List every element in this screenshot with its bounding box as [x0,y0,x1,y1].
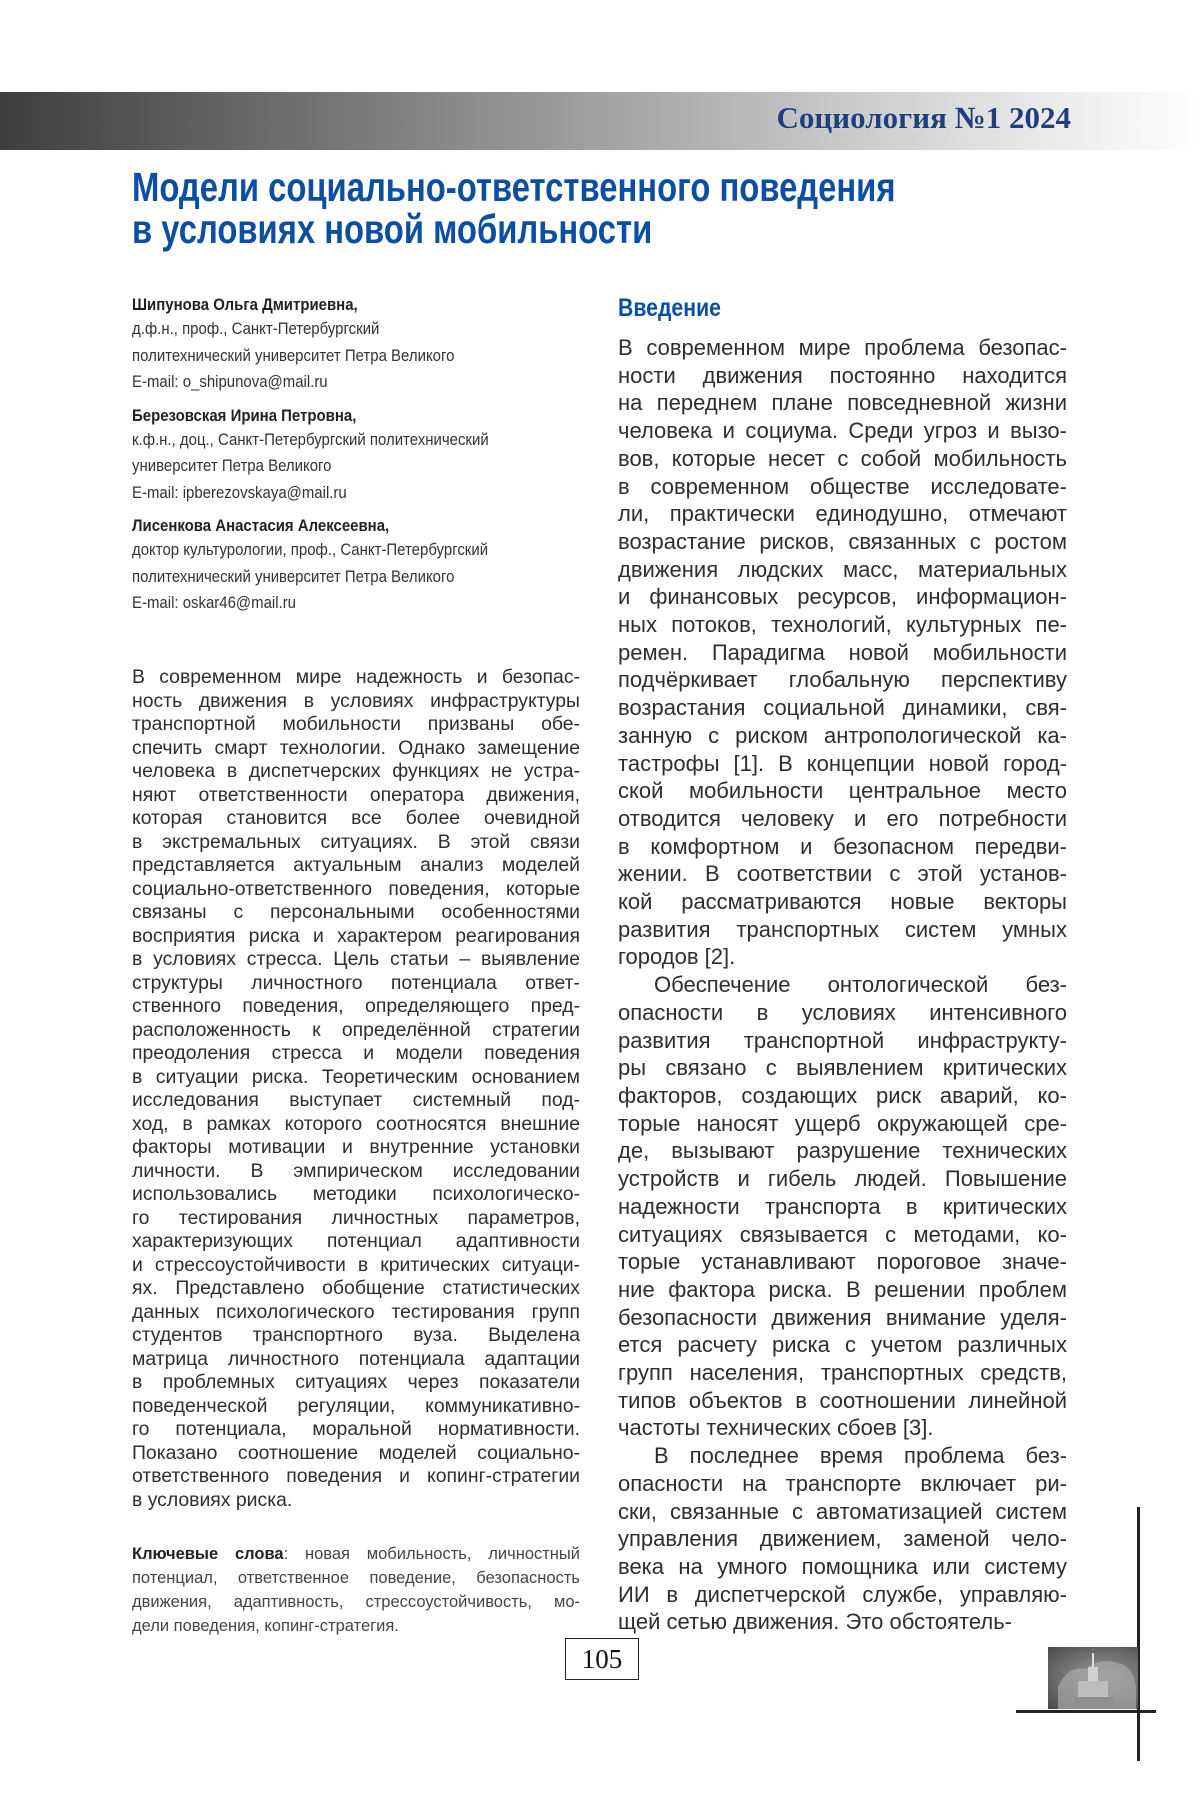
text-line: В последнее время проблема без- [618,1442,1067,1470]
title-line: Модели социально-ответственного поведения [132,166,932,208]
text-line: устройств и гибель людей. Повышение [618,1165,1067,1193]
text-line: личности. В эмпирическом исследовании [132,1160,580,1184]
text-line: транспортной мобильности призваны обе- [132,713,580,737]
text-line: ли, практически единодушно, отмечают [618,500,1067,528]
author-name: Лисенкова Анастасия Алексеевна, [132,515,546,537]
text-line: факторы мотивации и внутренние установки [132,1136,580,1160]
text-line: надежности транспорта в критических [618,1193,1067,1221]
author-name: Шипунова Ольга Дмитриевна, [132,294,546,316]
text-line: опасности на транспорте включает ри- [618,1470,1067,1498]
text-line: использовались методики психологическо- [132,1183,580,1207]
text-line: безопасности движения внимание уделя- [618,1304,1067,1332]
text-line: ситуациях связывается с методами, ко- [618,1221,1067,1249]
text-line: и финансовых ресурсов, информацион- [618,583,1067,611]
text-line: ремен. Парадигма новой мобильности [618,639,1067,667]
text-line: на переднем плане повседневной жизни [618,389,1067,417]
text-line: ность движения в условиях инфраструктуры [132,690,580,714]
keywords-line: потенциал, ответственное поведение, безопасность [132,1566,580,1590]
text-line: В современном мире надежность и безопас- [132,666,580,690]
text-line: вов, которые несет с собой мобильность [618,445,1067,473]
text-line: характеризующих потенциал адаптивности [132,1230,580,1254]
text-line: представляется актуальным анализ моделей [132,854,580,878]
text-line: управления движением, заменой чело- [618,1525,1067,1553]
text-line: ры связано с выявлением критических [618,1054,1067,1082]
text-line: века на умного помощника или систему [618,1553,1067,1581]
text-line: типов объектов в соотношении линейной [618,1387,1067,1415]
text-line: ние фактора риска. В решении проблем [618,1276,1067,1304]
text-line: поведенческой регуляции, коммуникативно- [132,1395,580,1419]
text-line: ход, в рамках которого соотносятся внешние [132,1113,580,1137]
text-line: ИИ в диспетчерской службе, управляю- [618,1581,1067,1609]
author-email: E-mail: o_shipunova@mail.ru [132,369,546,396]
text-line: ных потоков, технологий, культурных пе- [618,611,1067,639]
author-affiliation: д.ф.н., проф., Санкт-Петербургский [132,316,546,343]
text-line: няют ответственности оператора движения, [132,784,580,808]
keywords [132,1542,580,1638]
text-line: ской мобильности центральное место [618,777,1067,805]
author [132,294,602,396]
author-affiliation: политехнический университет Петра Великого [132,343,546,370]
keywords-line: движения, адаптивность, стрессоустойчивость, мо- [132,1590,580,1614]
text-line: человека и социума. Среди угроз и вызо- [618,417,1067,445]
author-affiliation: политехнический университет Петра Великого [132,564,546,591]
keywords-line: дели поведения, копинг-стратегия. [132,1614,580,1638]
body-text [618,334,1067,1636]
text-line: в условиях стресса. Цель статьи – выявление [132,948,580,972]
text-line: тастрофы [1]. В концепции новой город- [618,750,1067,778]
author-affiliation: доктор культурологии, проф., Санкт-Петербургский [132,537,546,564]
crop-mark-vertical [1137,1507,1140,1761]
text-line: движения людских масс, материальных [618,556,1067,584]
text-line: де, вызывают разрушение технических [618,1137,1067,1165]
text-line: Обеспечение онтологической без- [618,971,1067,999]
text-line: подчёркивает глобальную перспективу [618,666,1067,694]
text-line: ности движения постоянно находится [618,362,1067,390]
text-line: социально-ответственного поведения, которые [132,878,580,902]
text-line: в комфортном и безопасном передви- [618,833,1067,861]
text-line: в проблемных ситуациях через показатели [132,1371,580,1395]
text-line: в современном обществе исследовате- [618,473,1067,501]
text-line: торые наносят ущерб окружающей сре- [618,1110,1067,1138]
keywords-label: Ключевые слова [132,1545,284,1563]
author [132,515,602,617]
text-line: студентов транспортного вуза. Выделена [132,1324,580,1348]
text-line: щей сетью движения. Это обстоятель- [618,1608,1067,1636]
page-number: 105 [565,1638,639,1680]
author-email: E-mail: oskar46@mail.ru [132,590,546,617]
text-line: развития транспортных систем умных [618,916,1067,944]
journal-issue: Социология №1 2024 [777,100,1071,136]
text-line: связаны с персональными особенностями [132,901,580,925]
text-line: ски, связанные с автоматизацией систем [618,1498,1067,1526]
text-line: и стрессоустойчивости в критических ситуаци- [132,1254,580,1278]
author-email: E-mail: ipberezovskaya@mail.ru [132,480,546,507]
text-line: развития транспортной инфраструкту- [618,1027,1067,1055]
text-line: в экстремальных ситуациях. В этой связи [132,831,580,855]
author-affiliation: к.ф.н., доц., Санкт-Петербургский политехнический [132,427,546,454]
text-line: возрастания социальной динамики, свя- [618,694,1067,722]
text-line: го потенциала, моральной нормативности. [132,1418,580,1442]
text-line: структуры личностного потенциала ответ- [132,972,580,996]
author [132,405,602,507]
text-line: отводится человеку и его потребности [618,805,1067,833]
text-line: восприятия риска и характером реагирования [132,925,580,949]
text-line: в ситуации риска. Теоретическим основанием [132,1066,580,1090]
text-line: ственного поведения, определяющего пред- [132,995,580,1019]
crop-mark-horizontal [1016,1710,1156,1713]
text-line: жении. В соответствии с этой установ- [618,860,1067,888]
text-line: В современном мире проблема безопас- [618,334,1067,362]
text-line: спечить смарт технологии. Однако замещение [132,737,580,761]
text-line: городов [2]. [618,943,1067,971]
text-line: ответственного поведения и копинг-стратегии [132,1465,580,1489]
text-line: преодоления стресса и модели поведения [132,1042,580,1066]
rosa-logo [1048,1647,1138,1709]
text-line: в условиях риска. [132,1489,580,1513]
text-line: человека в диспетчерских функциях не устра- [132,760,580,784]
text-line: опасности в условиях интенсивного [618,999,1067,1027]
author-affiliation: университет Петра Великого [132,453,546,480]
text-line: матрица личностного потенциала адаптации [132,1348,580,1372]
text-line: ется расчету риска с учетом различных [618,1331,1067,1359]
text-line: кой рассматриваются новые векторы [618,888,1067,916]
text-line: возрастание рисков, связанных с ростом [618,528,1067,556]
text-line: групп населения, транспортных средств, [618,1359,1067,1387]
text-line: которая становится все более очевидной [132,807,580,831]
text-line: исследования выступает системный под- [132,1089,580,1113]
text-line: факторов, создающих риск аварий, ко- [618,1082,1067,1110]
text-line: ях. Представлено обобщение статистических [132,1277,580,1301]
keywords-line: Ключевые слова: новая мобильность, личностный [132,1542,580,1566]
author-name: Березовская Ирина Петровна, [132,405,546,427]
article-title [132,166,932,250]
text-line: го тестирования личностных параметров, [132,1207,580,1231]
authors-block [132,294,602,626]
text-line: данных психологического тестирования групп [132,1301,580,1325]
text-line: Показано соотношение моделей социально- [132,1442,580,1466]
text-line: торые устанавливают пороговое значе- [618,1248,1067,1276]
section-heading: Введение [618,294,721,323]
title-line: в условиях новой мобильности [132,208,932,250]
text-line: расположенность к определённой стратегии [132,1019,580,1043]
text-line: занную с риском антропологической ка- [618,722,1067,750]
text-line: частоты технических сбоев [3]. [618,1414,1067,1442]
abstract [132,666,580,1512]
